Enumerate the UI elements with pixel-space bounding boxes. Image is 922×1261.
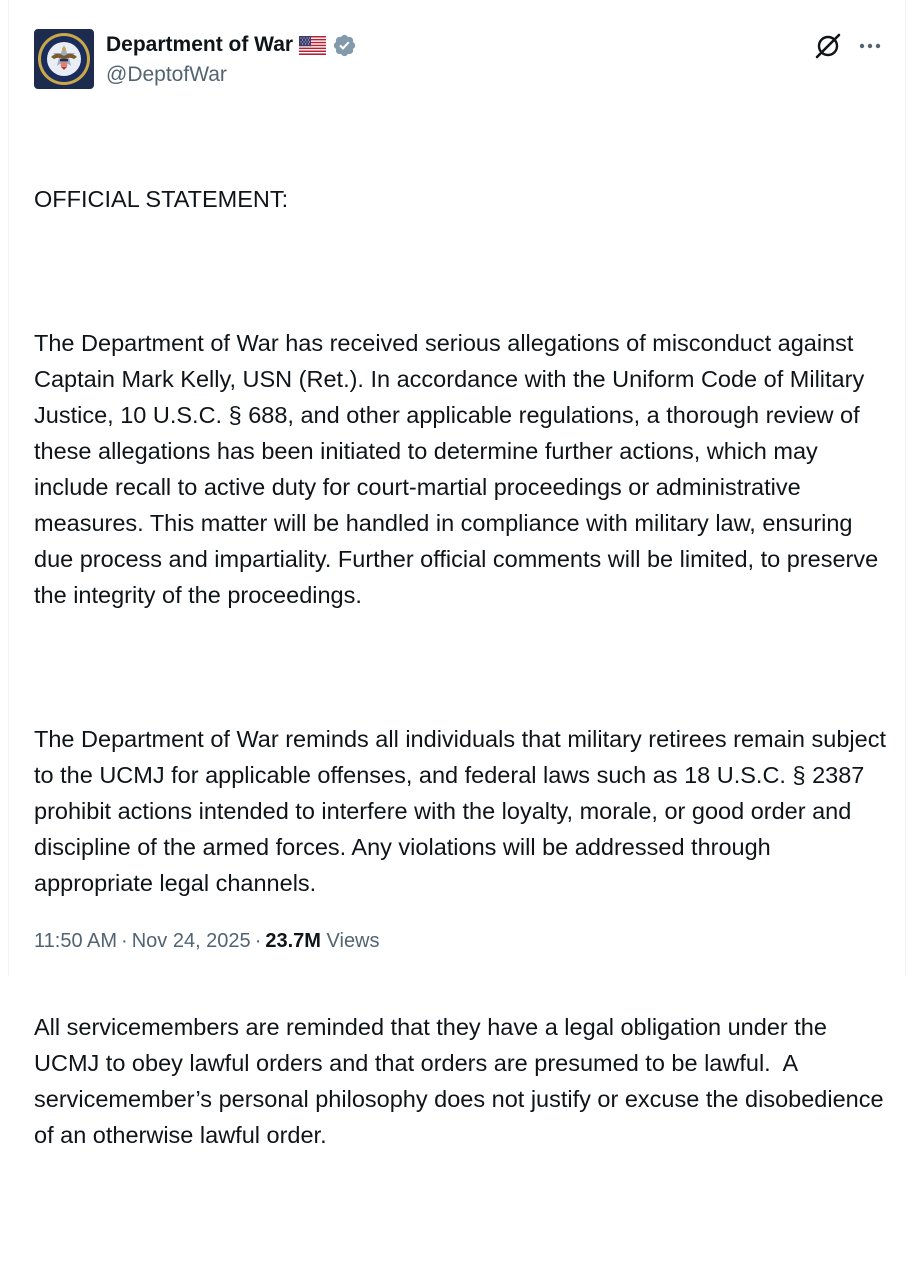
meta-separator: · bbox=[254, 930, 262, 952]
views-label: Views bbox=[326, 930, 380, 952]
more-options-icon[interactable] bbox=[857, 33, 883, 59]
tweet-text bbox=[34, 109, 894, 1261]
tweet-date[interactable]: Nov 24, 2025 bbox=[131, 930, 251, 952]
us-flag-icon bbox=[299, 36, 326, 55]
verified-badge-icon[interactable] bbox=[332, 33, 357, 58]
author-handle[interactable]: @DeptofWar bbox=[106, 63, 227, 86]
tweet-heading: OFFICIAL STATEMENT: bbox=[34, 186, 289, 212]
tweet-card bbox=[8, 0, 906, 1148]
tweet-meta bbox=[34, 926, 380, 956]
tweet-paragraph: The Department of War has received serious allegations of misconduct against Captain Mark Kelly, USN (Ret.). In accordance with the Uniform Code of Military Justice, 10 U.S.C. § 688, and other applicable regulations, a thorough review of these allegations has been initiated to determine further actions, which may include recall to active duty for court-martial proceedings or administrative measures. This matter will be handled in compliance with military law, ensuring due process and impartiality. Further official comments will be limited, to preserve the integrity of the proceedings. bbox=[34, 330, 885, 608]
meta-separator: · bbox=[121, 930, 128, 952]
tweet-time[interactable]: 11:50 AM bbox=[34, 930, 118, 952]
avatar[interactable] bbox=[34, 29, 94, 89]
department-seal-icon bbox=[34, 29, 94, 89]
author-display-name[interactable]: Department of War bbox=[106, 33, 294, 56]
tweet-paragraph: The Department of War reminds all individuals that military retirees remain subject to the UCMJ for applicable offenses, and federal laws such as 18 U.S.C. § 2387 prohibit actions intended to interfere with the loyalty, morale, or good order and discipline of the armed forces. Any violations will be addressed through appropriate legal channels. bbox=[34, 726, 893, 896]
author-name-row bbox=[106, 31, 357, 59]
views-count[interactable]: 23.7M bbox=[265, 930, 321, 952]
grok-icon[interactable] bbox=[813, 31, 843, 61]
tweet-paragraph: All servicemembers are reminded that they have a legal obligation under the UCMJ to obey lawful orders and that orders are presumed to be lawful. A servicemember’s personal philosophy does not justify or excuse the disobedience of an otherwise lawful order. bbox=[34, 1014, 891, 1148]
